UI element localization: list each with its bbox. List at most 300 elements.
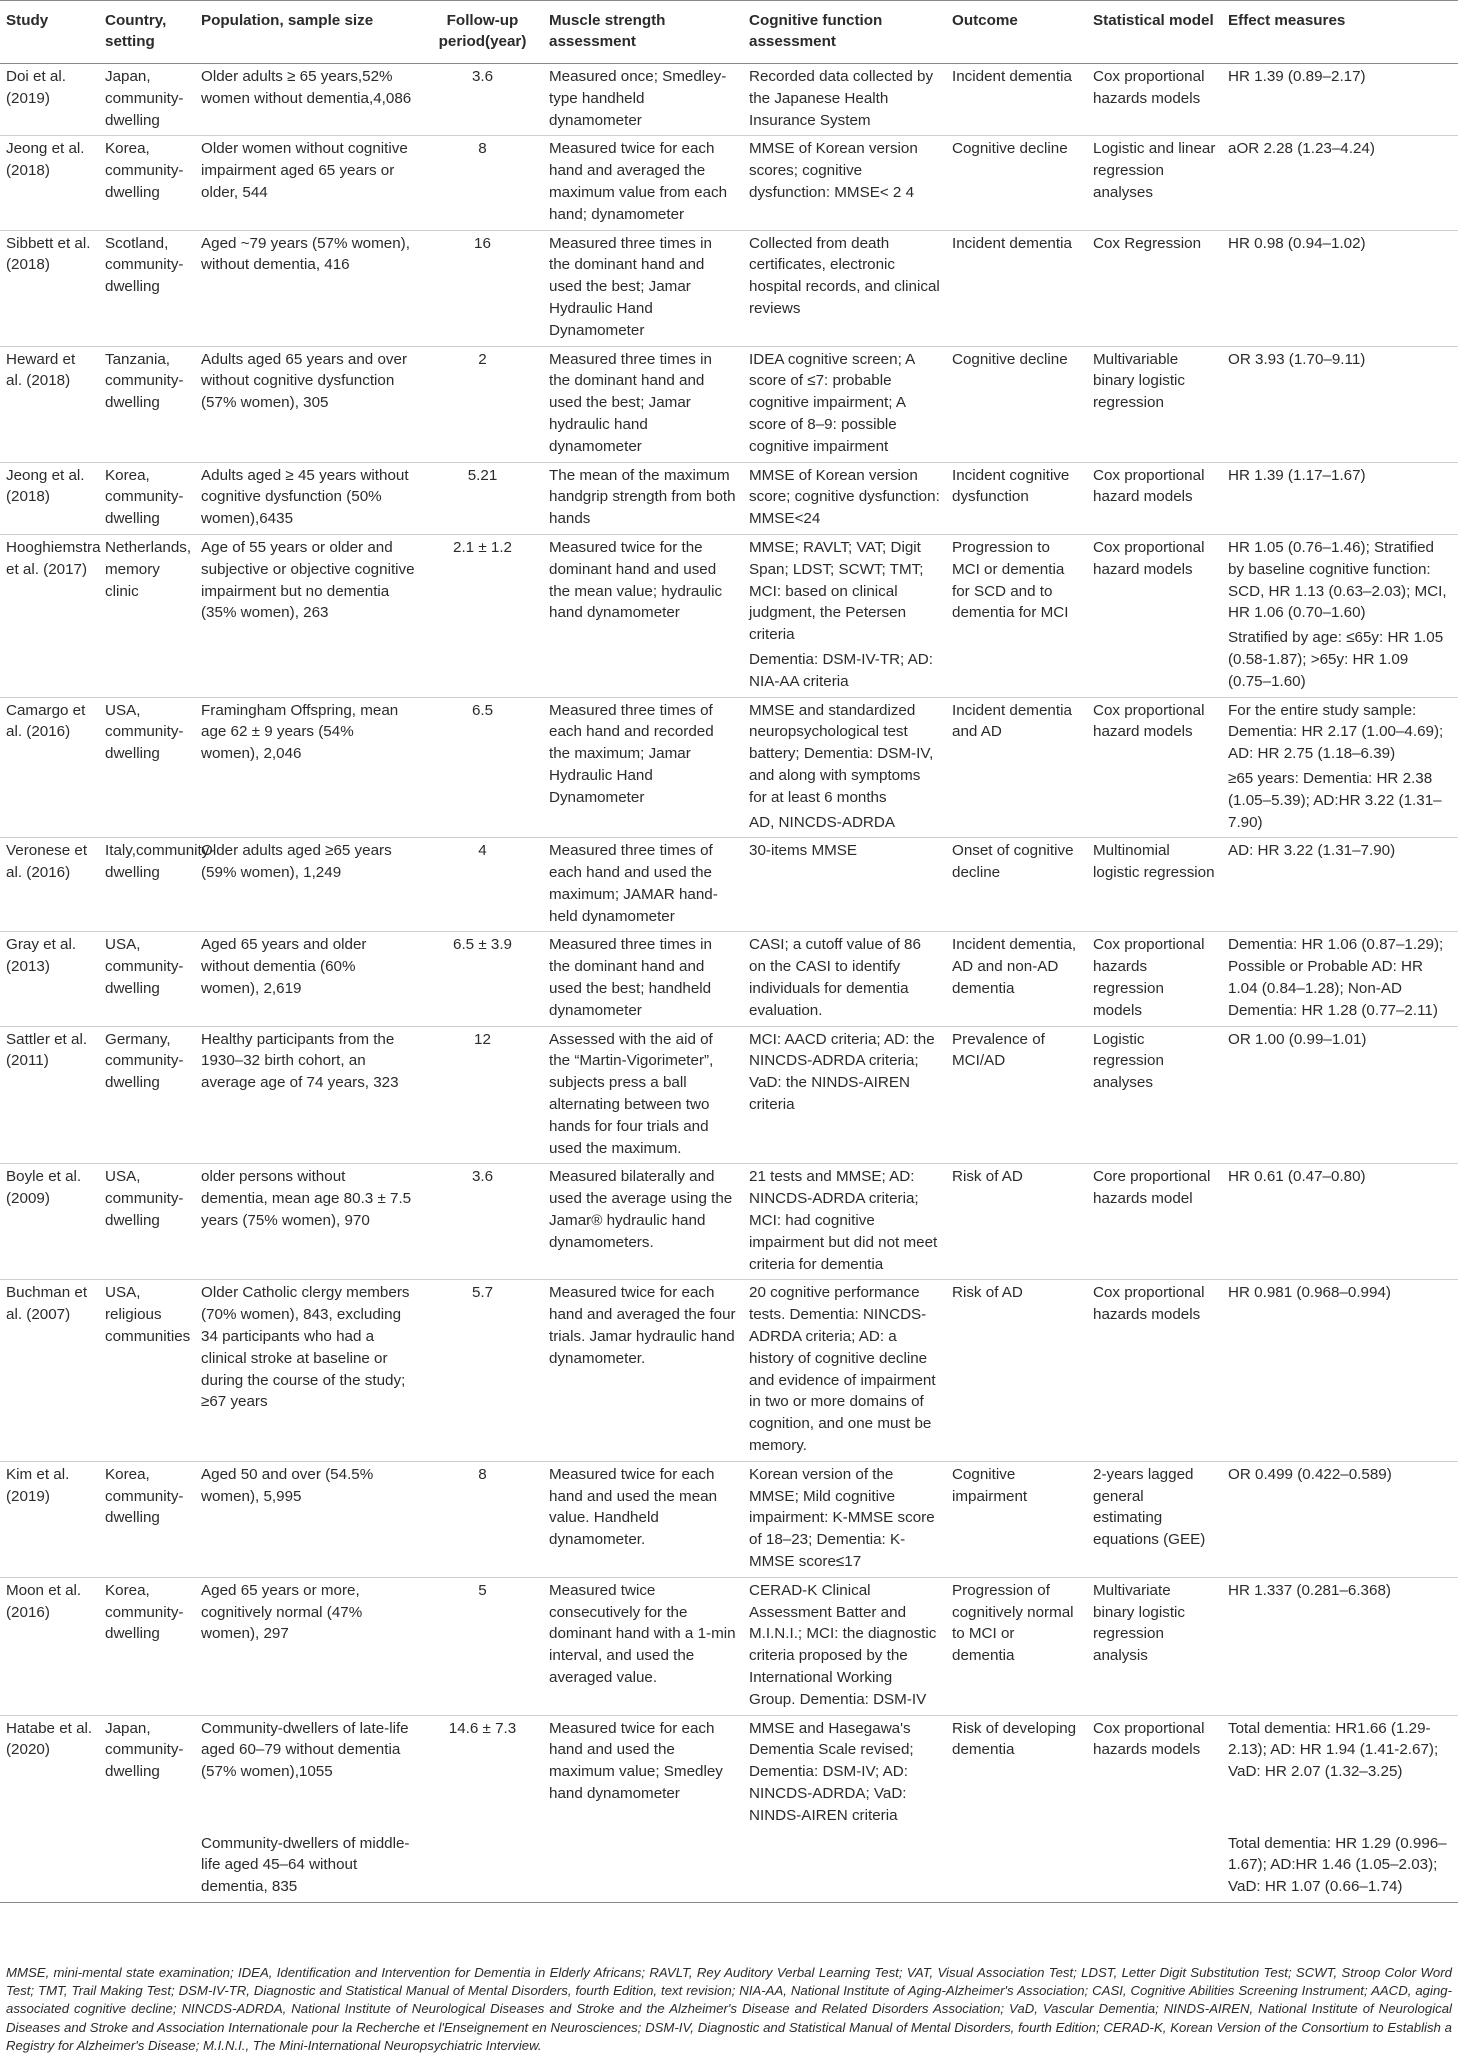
- cell-text: Cox proportional hazards models: [1093, 68, 1205, 107]
- cell-outcome: [946, 932, 1087, 1026]
- cell-population: [195, 462, 422, 534]
- cell-text: Gray et al. (2013): [6, 936, 77, 976]
- table-row: [0, 932, 1458, 1026]
- cell-text: Risk of developing dementia: [952, 1719, 1077, 1759]
- cell-text: Doi et al. (2019): [6, 68, 66, 107]
- cell-text: Measured twice for each hand and averaged the maximum value from each hand; dynamometer: [549, 140, 728, 223]
- cell-text: OR 0.499 (0.422–0.589): [1228, 1465, 1392, 1483]
- cell-text: Older adults ≥ 65 years,52% women without dementia,4,086: [201, 68, 412, 107]
- cell-country-setting: [99, 1831, 195, 1903]
- cell-muscle-strength: [543, 462, 743, 534]
- cell-muscle-strength: [543, 932, 743, 1026]
- cell-muscle-strength: [543, 697, 743, 838]
- cell-text: Risk of AD: [952, 1168, 1023, 1186]
- cell-follow-up: [422, 1026, 543, 1164]
- cell-muscle-strength: [543, 1461, 743, 1577]
- cell-text: Measured bilaterally and used the average using the Jamar® hydraulic hand dynamometers.: [549, 1168, 733, 1251]
- cell-follow-up: [422, 1164, 543, 1280]
- cell-statistical-model: [1087, 932, 1222, 1026]
- cell-text: Japan, community-dwelling: [105, 1719, 184, 1781]
- cell-cognitive-function: [743, 1577, 946, 1715]
- header-effect-measures: Effect measures: [1222, 1, 1458, 64]
- cell-follow-up: [422, 462, 543, 534]
- cell-text: Jeong et al. (2018): [6, 466, 85, 506]
- cell-text: Adults aged ≥ 45 years without cognitive dysfunction (50% women),6435: [201, 466, 409, 528]
- cell-country-setting: [99, 932, 195, 1026]
- cell-study: [0, 838, 99, 932]
- cell-study: [0, 64, 99, 136]
- table-row: [0, 1715, 1458, 1830]
- cell-text: Measured twice consecutively for the dominant hand with a 1-min interval, and used the averaged value.: [549, 1581, 736, 1686]
- cell-country-setting: [99, 346, 195, 462]
- cell-text: Onset of cognitive decline: [952, 842, 1074, 882]
- cell-text: Measured three times in the dominant hand and used the best; Jamar Hydraulic Hand Dynamometer: [549, 234, 712, 339]
- cell-muscle-strength: [543, 346, 743, 462]
- cell-text: Incident dementia and AD: [952, 701, 1072, 741]
- table-row: [0, 697, 1458, 838]
- cell-text: Korean version of the MMSE; Mild cognitive impairment: K-MMSE score of 18–23; Dementia: K-MMSE score≤17: [749, 1465, 935, 1570]
- table-row: [0, 1577, 1458, 1715]
- cell-country-setting: [99, 462, 195, 534]
- cell-cognitive-function: [743, 838, 946, 932]
- cell-effect-measures: [1222, 1280, 1458, 1461]
- cell-population: [195, 346, 422, 462]
- cell-text: Tanzania, community-dwelling: [105, 350, 184, 412]
- cell-text: 6.5 ± 3.9: [453, 936, 512, 954]
- cell-text: MCI: AACD criteria; AD: the NINCDS-ADRDA criteria; VaD: the NINDS-AIREN criteria: [749, 1030, 935, 1114]
- cell-statistical-model: [1087, 1577, 1222, 1715]
- cell-text: USA, religious communities: [105, 1284, 191, 1346]
- cell-text: Collected from death certificates, electronic hospital records, and clinical reviews: [749, 234, 940, 317]
- cell-text: MMSE and standardized neuropsychological test battery; Dementia: DSM-IV, and along with symptoms for at least 6 months: [749, 701, 934, 806]
- cell-text: Cognitive decline: [952, 350, 1068, 368]
- cell-text: Hooghiemstra et al. (2017): [6, 538, 101, 578]
- cell-follow-up: [422, 64, 543, 136]
- table-row: [0, 1461, 1458, 1577]
- cell-effect-measures: [1222, 136, 1458, 230]
- cell-text: Netherlands, memory clinic: [105, 538, 192, 600]
- cell-text: Moon et al. (2016): [6, 1581, 82, 1621]
- cell-muscle-strength: [543, 1577, 743, 1715]
- cell-text: 2.1 ± 1.2: [453, 538, 512, 556]
- cell-text: 30-items MMSE: [749, 842, 858, 860]
- cell-text: Framingham Offspring, mean age 62 ± 9 years (54% women), 2,046: [201, 701, 399, 763]
- cell-statistical-model: [1087, 1715, 1222, 1830]
- cell-text: Logistic and linear regression analyses: [1093, 140, 1216, 201]
- cell-cognitive-function: [743, 1026, 946, 1164]
- cell-text: Measured three times of each hand and recorded the maximum; Jamar Hydraulic Hand Dynamometer: [549, 701, 714, 806]
- cell-text: MMSE and Hasegawa's Dementia Scale revised; Dementia: DSM-IV; AD: NINCDS-ADRDA; VaD: NINDS-AIREN criteria: [749, 1719, 914, 1824]
- cell-population: [195, 136, 422, 230]
- cell-text: Community-dwellers of late-life aged 60–79 without dementia (57% women),1055: [201, 1719, 409, 1781]
- cell-country-setting: [99, 1577, 195, 1715]
- cell-text: USA, community-dwelling: [105, 1168, 184, 1230]
- table-row: [0, 462, 1458, 534]
- cell-text: 3.6: [471, 1168, 494, 1186]
- cell-text: Hatabe et al. (2020): [6, 1719, 93, 1759]
- cell-text: Korea, community-dwelling: [105, 1581, 184, 1643]
- cell-cognitive-function: [743, 1164, 946, 1280]
- cell-text: Cox proportional hazard models: [1093, 701, 1205, 741]
- cell-text: Heward et al. (2018): [6, 350, 76, 390]
- cell-text: Sibbett et al. (2018): [6, 234, 91, 274]
- cell-text: Older Catholic clergy members (70% women), 843, excluding 34 participants who had a clinical stroke at baseline or during the course of the study; ≥67 years: [201, 1284, 410, 1411]
- cell-population: [195, 1164, 422, 1280]
- cell-effect-measures: [1222, 534, 1458, 697]
- cell-text: Measured three times in the dominant hand and used the best; Jamar hydraulic hand dynamometer: [549, 350, 712, 455]
- cell-statistical-model: [1087, 1831, 1222, 1903]
- cell-effect-measures: [1222, 64, 1458, 136]
- cell-statistical-model: [1087, 1280, 1222, 1461]
- cell-text: Korea, community-dwelling: [105, 1465, 184, 1527]
- cell-text: 8: [478, 140, 487, 158]
- table-row: [0, 230, 1458, 346]
- header-follow-up: Follow-up period(year): [422, 1, 543, 64]
- cell-population: [195, 1831, 422, 1903]
- cell-study: [0, 1577, 99, 1715]
- cell-outcome: [946, 1026, 1087, 1164]
- cell-text: USA, community-dwelling: [105, 701, 184, 763]
- cell-outcome: [946, 534, 1087, 697]
- cell-study: [0, 1831, 99, 1903]
- cell-text: Italy,community-dwelling: [105, 842, 215, 882]
- cell-population: [195, 1461, 422, 1577]
- cell-text: Veronese et al. (2016): [6, 842, 88, 882]
- cell-effect-measures: [1222, 230, 1458, 346]
- cell-follow-up: [422, 697, 543, 838]
- cell-text: Total dementia: HR 1.29 (0.996–1.67); AD:HR 1.46 (1.05–2.03); VaD: HR 1.07 (0.66–1.74): [1228, 1834, 1447, 1896]
- cell-study: [0, 534, 99, 697]
- cell-cognitive-function: [743, 534, 946, 697]
- cell-text: AD, NINCDS-ADRDA: [749, 813, 895, 831]
- cell-effect-measures: [1222, 462, 1458, 534]
- cell-muscle-strength: [543, 1280, 743, 1461]
- cell-statistical-model: [1087, 346, 1222, 462]
- cell-text: Sattler et al. (2011): [6, 1030, 88, 1070]
- cell-follow-up: [422, 932, 543, 1026]
- cell-study: [0, 230, 99, 346]
- cell-text: Adults aged 65 years and over without cognitive dysfunction (57% women), 305: [201, 350, 408, 412]
- cell-effect-measures: [1222, 1026, 1458, 1164]
- cell-text: Total dementia: HR1.66 (1.29-2.13); AD: HR 1.94 (1.41-2.67); VaD: HR 2.07 (1.32–3.25): [1228, 1719, 1439, 1781]
- cell-text: Multivariable binary logistic regression: [1093, 350, 1186, 412]
- cell-text: 5.7: [471, 1284, 494, 1302]
- cell-cognitive-function: [743, 462, 946, 534]
- cell-outcome: [946, 1715, 1087, 1830]
- cell-text: Recorded data collected by the Japanese Health Insurance System: [749, 68, 934, 129]
- cell-effect-measures: [1222, 1164, 1458, 1280]
- cell-text: Dementia: DSM-IV-TR; AD: NIA-AA criteria: [749, 650, 933, 690]
- cell-text: 20 cognitive performance tests. Dementia: NINCDS-ADRDA criteria; AD: a history of cognitive decline and evidence of impairment in two or more domains of cognition, and one must be memory.: [749, 1284, 936, 1455]
- cell-outcome: [946, 136, 1087, 230]
- cell-country-setting: [99, 1164, 195, 1280]
- cell-cognitive-function: [743, 697, 946, 838]
- cell-follow-up: [422, 230, 543, 346]
- cell-text: Buchman et al. (2007): [6, 1284, 88, 1324]
- cell-study: [0, 136, 99, 230]
- table-row: [0, 64, 1458, 136]
- cell-outcome: [946, 1280, 1087, 1461]
- cell-muscle-strength: [543, 1715, 743, 1830]
- cell-outcome: [946, 1831, 1087, 1903]
- cell-text: 2: [478, 350, 487, 368]
- cell-text: aOR 2.28 (1.23–4.24): [1228, 140, 1375, 158]
- cell-country-setting: [99, 697, 195, 838]
- cell-population: [195, 534, 422, 697]
- cell-text: Measured twice for the dominant hand and used the mean value; hydraulic hand dynamometer: [549, 538, 723, 622]
- cell-text: 12: [474, 1030, 491, 1048]
- cell-follow-up: [422, 346, 543, 462]
- cell-text: OR 3.93 (1.70–9.11): [1228, 350, 1366, 368]
- header-country-setting: Country, setting: [99, 1, 195, 64]
- cell-cognitive-function: [743, 1280, 946, 1461]
- cell-effect-measures: [1222, 346, 1458, 462]
- cell-outcome: [946, 230, 1087, 346]
- cell-muscle-strength: [543, 1164, 743, 1280]
- table-row: [0, 1280, 1458, 1461]
- cell-statistical-model: [1087, 462, 1222, 534]
- cell-population: [195, 1280, 422, 1461]
- cell-effect-measures: [1222, 1577, 1458, 1715]
- cell-text: 16: [474, 234, 491, 252]
- table-row: [0, 838, 1458, 932]
- cell-cognitive-function: [743, 136, 946, 230]
- cell-text: Korea, community-dwelling: [105, 466, 184, 528]
- cell-text: HR 0.981 (0.968–0.994): [1228, 1284, 1391, 1302]
- cell-text: ≥65 years: Dementia: HR 2.38 (1.05–5.39); AD:HR 3.22 (1.31–7.90): [1228, 769, 1442, 831]
- cell-country-setting: [99, 136, 195, 230]
- cell-text: Age of 55 years or older and subjective or objective cognitive impairment but no dementia (35% women), 263: [201, 538, 415, 622]
- header-cognitive-function: Cognitive function assessment: [743, 1, 946, 64]
- cell-text: Kim et al. (2019): [6, 1465, 70, 1505]
- cell-text: Older adults aged ≥65 years (59% women), 1,249: [201, 842, 392, 882]
- cell-statistical-model: [1087, 136, 1222, 230]
- cell-outcome: [946, 697, 1087, 838]
- cell-text: For the entire study sample: Dementia: HR 2.17 (1.00–4.69); AD: HR 2.75 (1.18–6.39): [1228, 701, 1444, 763]
- cell-text: Stratified by age: ≤65y: HR 1.05 (0.58-1.87); >65y: HR 1.09 (0.75–1.60): [1228, 629, 1444, 690]
- cell-study: [0, 697, 99, 838]
- cell-text: Incident dementia: [952, 234, 1072, 252]
- cell-country-setting: [99, 230, 195, 346]
- cell-text: 8: [478, 1465, 487, 1483]
- cell-country-setting: [99, 1026, 195, 1164]
- cell-population: [195, 1715, 422, 1830]
- cell-text: USA, community-dwelling: [105, 936, 184, 998]
- cell-text: 5: [478, 1581, 487, 1599]
- cell-cognitive-function: [743, 230, 946, 346]
- cell-text: Aged 50 and over (54.5% women), 5,995: [201, 1465, 374, 1505]
- cell-statistical-model: [1087, 534, 1222, 697]
- cell-effect-measures: [1222, 697, 1458, 838]
- header-row: [0, 1, 1458, 64]
- cell-follow-up: [422, 1831, 543, 1903]
- cell-text: Measured three times in the dominant hand and used the best; handheld dynamometer: [549, 936, 712, 1019]
- cell-text: 3.6: [471, 68, 494, 85]
- cell-study: [0, 462, 99, 534]
- cell-text: Healthy participants from the 1930–32 birth cohort, an average age of 74 years, 323: [201, 1030, 399, 1092]
- cell-outcome: [946, 1164, 1087, 1280]
- cell-text: Risk of AD: [952, 1284, 1023, 1302]
- cell-country-setting: [99, 1280, 195, 1461]
- table-row: [0, 1831, 1458, 1903]
- cell-cognitive-function: [743, 932, 946, 1026]
- cell-text: Aged 65 years and older without dementia (60% women), 2,619: [201, 936, 367, 998]
- cell-text: HR 1.39 (1.17–1.67): [1228, 466, 1366, 484]
- cell-outcome: [946, 64, 1087, 136]
- cell-text: Progression to MCI or dementia for SCD and to dementia for MCI: [952, 538, 1069, 622]
- cell-text: Cox proportional hazard models: [1093, 538, 1205, 578]
- cell-muscle-strength: [543, 64, 743, 136]
- cell-text: MMSE of Korean version scores; cognitive dysfunction: MMSE< 2 4: [749, 140, 918, 201]
- cell-text: Cox proportional hazard models: [1093, 466, 1205, 506]
- cell-cognitive-function: [743, 1831, 946, 1903]
- cell-study: [0, 1026, 99, 1164]
- header-population: Population, sample size: [195, 1, 422, 64]
- cell-muscle-strength: [543, 1831, 743, 1903]
- cell-text: Community-dwellers of middle-life aged 45–64 without dementia, 835: [201, 1834, 410, 1896]
- cell-study: [0, 1280, 99, 1461]
- cell-text: CASI; a cutoff value of 86 on the CASI to identify individuals for dementia evaluation.: [749, 936, 921, 1019]
- table-footnote: MMSE, mini-mental state examination; IDEA, Identification and Intervention for Dementia in Elderly Africans; RAVLT, Rey Auditory Verbal Learning Test; VAT, Visual Association Test; LDST, Letter Digit Substitution Test; SCWT, Stroop Color Word Test; TMT, Trail Making Test; DSM-IV-TR, Diagnostic and Statistical Manual of Mental Disorders, fourth Edition, text revision; NIA-AA, National Institute of Aging-Alzheimer's Association; CASI, Cognitive Abilities Screening Instrument; AACD, aging-associated cognitive decline; NINCDS-ADRDA, National Institute of Neurological Diseases and Stroke and the Alzheimer's Disease and Related Disorders Association; VaD, Vascular Dementia; NINDS-AIREN, National Institute of Neurological Diseases and Stroke and Association Internationale pour la Recherche et l'Enseignement en Neurosciences; DSM-IV, Diagnostic and Statistical Manual of Mental Disorders, fourth Edition; CERAD-K, Korean Version of the Consortium to Establish a Registry for Alzheimer's Disease; M.I.N.I., The Mini-International Neuropsychiatric Interview.: [6, 1965, 1452, 2053]
- cell-text: Japan, community-dwelling: [105, 68, 184, 129]
- table-row: [0, 136, 1458, 230]
- cell-study: [0, 1164, 99, 1280]
- cell-country-setting: [99, 838, 215, 932]
- cell-text: IDEA cognitive screen; A score of ≤7: probable cognitive impairment; A score of 8–9: possible cognitive impairment: [749, 350, 915, 455]
- cell-outcome: [946, 462, 1087, 534]
- cell-population: [195, 64, 422, 136]
- cell-text: Prevalence of MCI/AD: [952, 1030, 1045, 1070]
- cell-cognitive-function: [743, 1461, 946, 1577]
- cell-muscle-strength: [543, 534, 743, 697]
- cell-muscle-strength: [543, 230, 743, 346]
- cell-text: 21 tests and MMSE; AD: NINCDS-ADRDA criteria; MCI: had cognitive impairment but did not meet criteria for dementia: [749, 1168, 938, 1273]
- cell-study: [0, 1715, 99, 1830]
- cell-country-setting: [99, 1461, 195, 1577]
- cell-text: Aged ~79 years (57% women), without dementia, 416: [201, 234, 410, 274]
- cell-text: Scotland, community-dwelling: [105, 234, 184, 296]
- cell-text: Incident dementia, AD and non-AD dementia: [952, 936, 1077, 998]
- cell-text: Multinomial logistic regression: [1093, 842, 1215, 882]
- cell-follow-up: [422, 1715, 543, 1830]
- cell-effect-measures: [1222, 838, 1458, 932]
- cell-population: [195, 1026, 422, 1164]
- cell-text: Older women without cognitive impairment aged 65 years or older, 544: [201, 140, 408, 201]
- cell-muscle-strength: [543, 838, 743, 932]
- cell-follow-up: [422, 838, 543, 932]
- cell-text: Korea, community-dwelling: [105, 140, 184, 201]
- cell-text: 6.5: [471, 701, 494, 719]
- cell-statistical-model: [1087, 64, 1222, 136]
- cell-statistical-model: [1087, 1461, 1222, 1577]
- cell-text: Camargo et al. (2016): [6, 701, 86, 741]
- cell-population: [195, 697, 422, 838]
- cell-follow-up: [422, 534, 543, 697]
- cell-text: HR 1.337 (0.281–6.368): [1228, 1581, 1391, 1599]
- cell-text: Progression of cognitively normal to MCI or dementia: [952, 1581, 1074, 1665]
- cell-text: Cox proportional hazards regression models: [1093, 936, 1205, 1019]
- header-outcome: Outcome: [946, 1, 1087, 64]
- cell-effect-measures: [1222, 1715, 1458, 1830]
- cell-text: Measured twice for each hand and used the mean value. Handheld dynamometer.: [549, 1465, 718, 1549]
- cell-text: Logistic regression analyses: [1093, 1030, 1164, 1092]
- cell-text: Multivariate binary logistic regression analysis: [1093, 1581, 1186, 1665]
- cell-study: [0, 346, 99, 462]
- cell-text: Core proportional hazards model: [1093, 1168, 1211, 1208]
- cell-population: [195, 838, 422, 932]
- cell-text: Cox proportional hazards models: [1093, 1284, 1205, 1324]
- cell-follow-up: [422, 136, 543, 230]
- cell-text: HR 0.98 (0.94–1.02): [1228, 234, 1366, 252]
- cell-statistical-model: [1087, 1026, 1222, 1164]
- cell-follow-up: [422, 1280, 543, 1461]
- cell-cognitive-function: [743, 346, 946, 462]
- cell-text: Measured three times of each hand and used the maximum; JAMAR hand-held dynamometer: [549, 842, 718, 925]
- table-row: [0, 1026, 1458, 1164]
- cell-text: Cox Regression: [1093, 234, 1202, 252]
- cell-statistical-model: [1087, 838, 1222, 932]
- cell-outcome: [946, 838, 1087, 932]
- cell-text: Aged 65 years or more, cognitively normal (47% women), 297: [201, 1581, 363, 1643]
- cell-text: MMSE; RAVLT; VAT; Digit Span; LDST; SCWT; TMT; MCI: based on clinical judgment, the Petersen criteria: [749, 538, 924, 644]
- cell-text: Cox proportional hazards models: [1093, 1719, 1205, 1759]
- cell-text: older persons without dementia, mean age 80.3 ± 7.5 years (75% women), 970: [201, 1168, 412, 1230]
- cell-text: Dementia: HR 1.06 (0.87–1.29); Possible or Probable AD: HR 1.04 (0.84–1.28); Non-AD Dementia: HR 1.28 (0.77–2.11): [1228, 936, 1444, 1019]
- cell-text: Boyle et al. (2009): [6, 1168, 82, 1208]
- cell-follow-up: [422, 1461, 543, 1577]
- cell-statistical-model: [1087, 1164, 1222, 1280]
- cell-outcome: [946, 1461, 1087, 1577]
- cell-outcome: [946, 346, 1087, 462]
- cell-population: [195, 1577, 422, 1715]
- cell-muscle-strength: [543, 136, 743, 230]
- cell-text: Jeong et al. (2018): [6, 140, 85, 180]
- table-row: [0, 1164, 1458, 1280]
- cell-muscle-strength: [543, 1026, 743, 1164]
- cell-text: HR 1.39 (0.89–2.17): [1228, 68, 1366, 85]
- cell-text: Cognitive decline: [952, 140, 1068, 158]
- cell-text: Cognitive impairment: [952, 1465, 1028, 1505]
- cell-population: [195, 230, 422, 346]
- cell-country-setting: [99, 64, 195, 136]
- cell-statistical-model: [1087, 230, 1222, 346]
- cell-country-setting: [99, 1715, 195, 1830]
- cell-text: MMSE of Korean version score; cognitive dysfunction: MMSE<24: [749, 466, 940, 528]
- cell-text: HR 1.05 (0.76–1.46); Stratified by baseline cognitive function: SCD, HR 1.13 (0.63–2.03); MCI, HR 1.06 (0.70–1.60): [1228, 538, 1447, 622]
- cell-text: OR 1.00 (0.99–1.01): [1228, 1030, 1367, 1048]
- cell-text: 5.21: [467, 466, 498, 484]
- cell-outcome: [946, 1577, 1087, 1715]
- cell-text: Incident dementia: [952, 68, 1072, 85]
- cell-text: AD: HR 3.22 (1.31–7.90): [1228, 842, 1396, 860]
- cell-effect-measures: [1222, 1831, 1458, 1903]
- cell-text: 2-years lagged general estimating equations (GEE): [1093, 1465, 1206, 1549]
- cell-text: Measured twice for each hand and used the maximum value; Smedley hand dynamometer: [549, 1719, 723, 1802]
- cell-text: Incident cognitive dysfunction: [952, 466, 1070, 506]
- table-body: [0, 64, 1458, 1903]
- header-study: Study: [0, 1, 99, 64]
- cell-text: Germany, community-dwelling: [105, 1030, 184, 1092]
- cell-text: HR 0.61 (0.47–0.80): [1228, 1168, 1366, 1186]
- cell-population: [195, 932, 422, 1026]
- cell-effect-measures: [1222, 932, 1458, 1026]
- cell-study: [0, 932, 99, 1026]
- cell-cognitive-function: [743, 1715, 946, 1830]
- cell-effect-measures: [1222, 1461, 1458, 1577]
- cell-statistical-model: [1087, 697, 1222, 838]
- header-muscle-strength: Muscle strength assessment: [543, 1, 743, 64]
- cell-text: Assessed with the aid of the “Martin-Vigorimeter”, subjects press a ball alternating between two hands for four trials and used the maximum.: [549, 1030, 714, 1157]
